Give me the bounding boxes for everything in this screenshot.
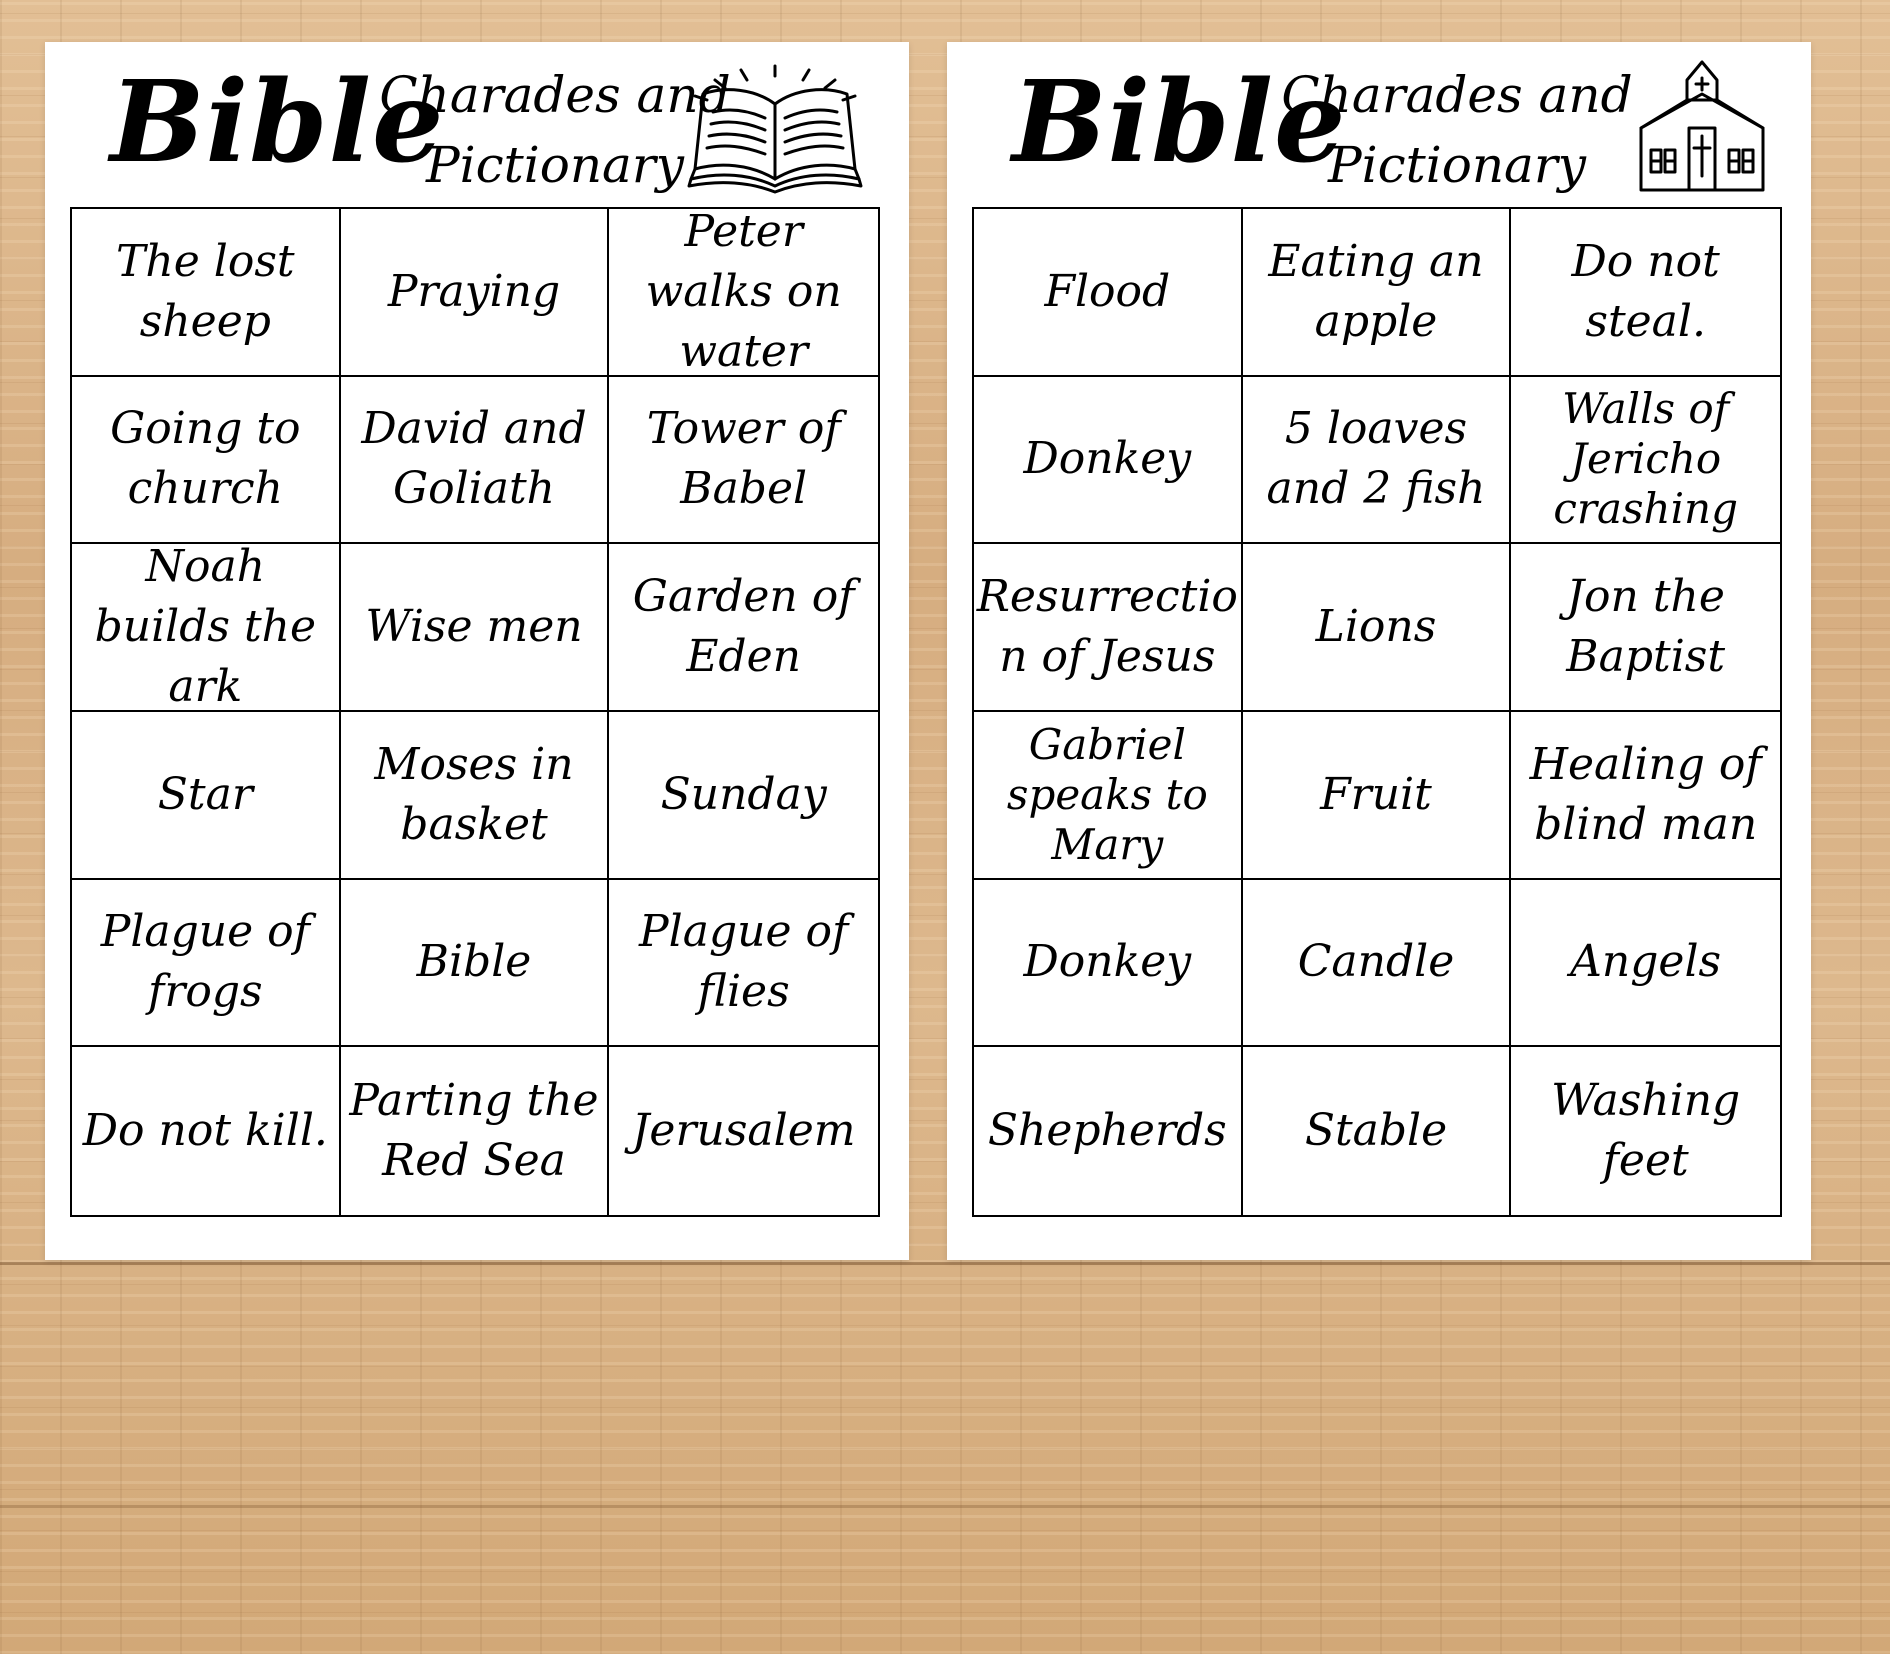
- grid-cell: Lions: [1243, 544, 1512, 712]
- charades-card-left: [45, 42, 909, 1260]
- grid-cell: Angels: [1511, 880, 1780, 1048]
- grid-cell: Donkey: [974, 377, 1243, 545]
- grid-cell: Donkey: [974, 880, 1243, 1048]
- charades-card-right: [947, 42, 1811, 1260]
- card-subtitle-line-1: Charades and: [1281, 66, 1633, 124]
- grid-cell: Wise men: [341, 544, 610, 712]
- grid-cell: Jerusalem: [631, 1105, 856, 1157]
- grid-cell: Parting the Red Sea: [341, 1047, 610, 1215]
- charades-grid: [972, 207, 1782, 1217]
- grid-cell: Star: [72, 712, 341, 880]
- card-subtitle: [375, 60, 735, 200]
- grid-cell: Flood: [974, 209, 1243, 377]
- wood-plank-seam: [0, 1262, 1890, 1265]
- card-subtitle-line-1: Charades and: [379, 66, 731, 124]
- charades-grid: [70, 207, 880, 1217]
- grid-cell: Do not kill.: [72, 1047, 341, 1215]
- grid-cell: Tower of Babel: [609, 377, 878, 545]
- card-subtitle: [1277, 60, 1637, 200]
- card-subtitle-line-2: Pictionary: [426, 136, 684, 194]
- grid-cell: Noah builds the ark: [72, 544, 341, 712]
- grid-cell: Sunday: [609, 712, 878, 880]
- grid-cell: Plague of flies: [609, 880, 878, 1048]
- grid-cell: The lost sheep: [72, 209, 341, 377]
- grid-cell: Resurrectio n of Jesus: [974, 544, 1243, 712]
- grid-cell: Gabriel speaks to Mary: [974, 712, 1243, 880]
- grid-cell: Bible: [341, 880, 610, 1048]
- grid-cell: Washing feet: [1551, 1075, 1741, 1187]
- grid-cell: Do not steal.: [1511, 209, 1780, 377]
- grid-cell: Stable: [1243, 1047, 1512, 1215]
- church-icon: [1637, 58, 1767, 193]
- grid-cell: Praying: [341, 209, 610, 377]
- grid-cell: Eating an apple: [1243, 209, 1512, 377]
- grid-cell: Shepherds: [974, 1047, 1243, 1215]
- wood-plank-seam: [0, 1505, 1890, 1508]
- card-title: Bible: [1012, 57, 1347, 188]
- grid-cell: Plague of frogs: [72, 880, 341, 1048]
- grid-cell: Going to church: [72, 377, 341, 545]
- grid-cell: 5 loaves and 2 fish: [1243, 377, 1512, 545]
- grid-cell: Candle: [1243, 880, 1512, 1048]
- grid-cell: Moses in basket: [341, 712, 610, 880]
- card-subtitle-line-2: Pictionary: [1328, 136, 1586, 194]
- grid-cell: Garden of Eden: [609, 544, 878, 712]
- card-title: Bible: [110, 57, 445, 188]
- grid-cell: David and Goliath: [341, 377, 610, 545]
- grid-cell: Walls of Jericho crashing: [1511, 377, 1780, 545]
- grid-cell: Jon the Baptist: [1511, 544, 1780, 712]
- grid-cell: Peter walks on water: [609, 209, 878, 377]
- grid-cell: Healing of blind man: [1511, 712, 1780, 880]
- grid-cell: Fruit: [1243, 712, 1512, 880]
- open-book-icon: [685, 64, 865, 194]
